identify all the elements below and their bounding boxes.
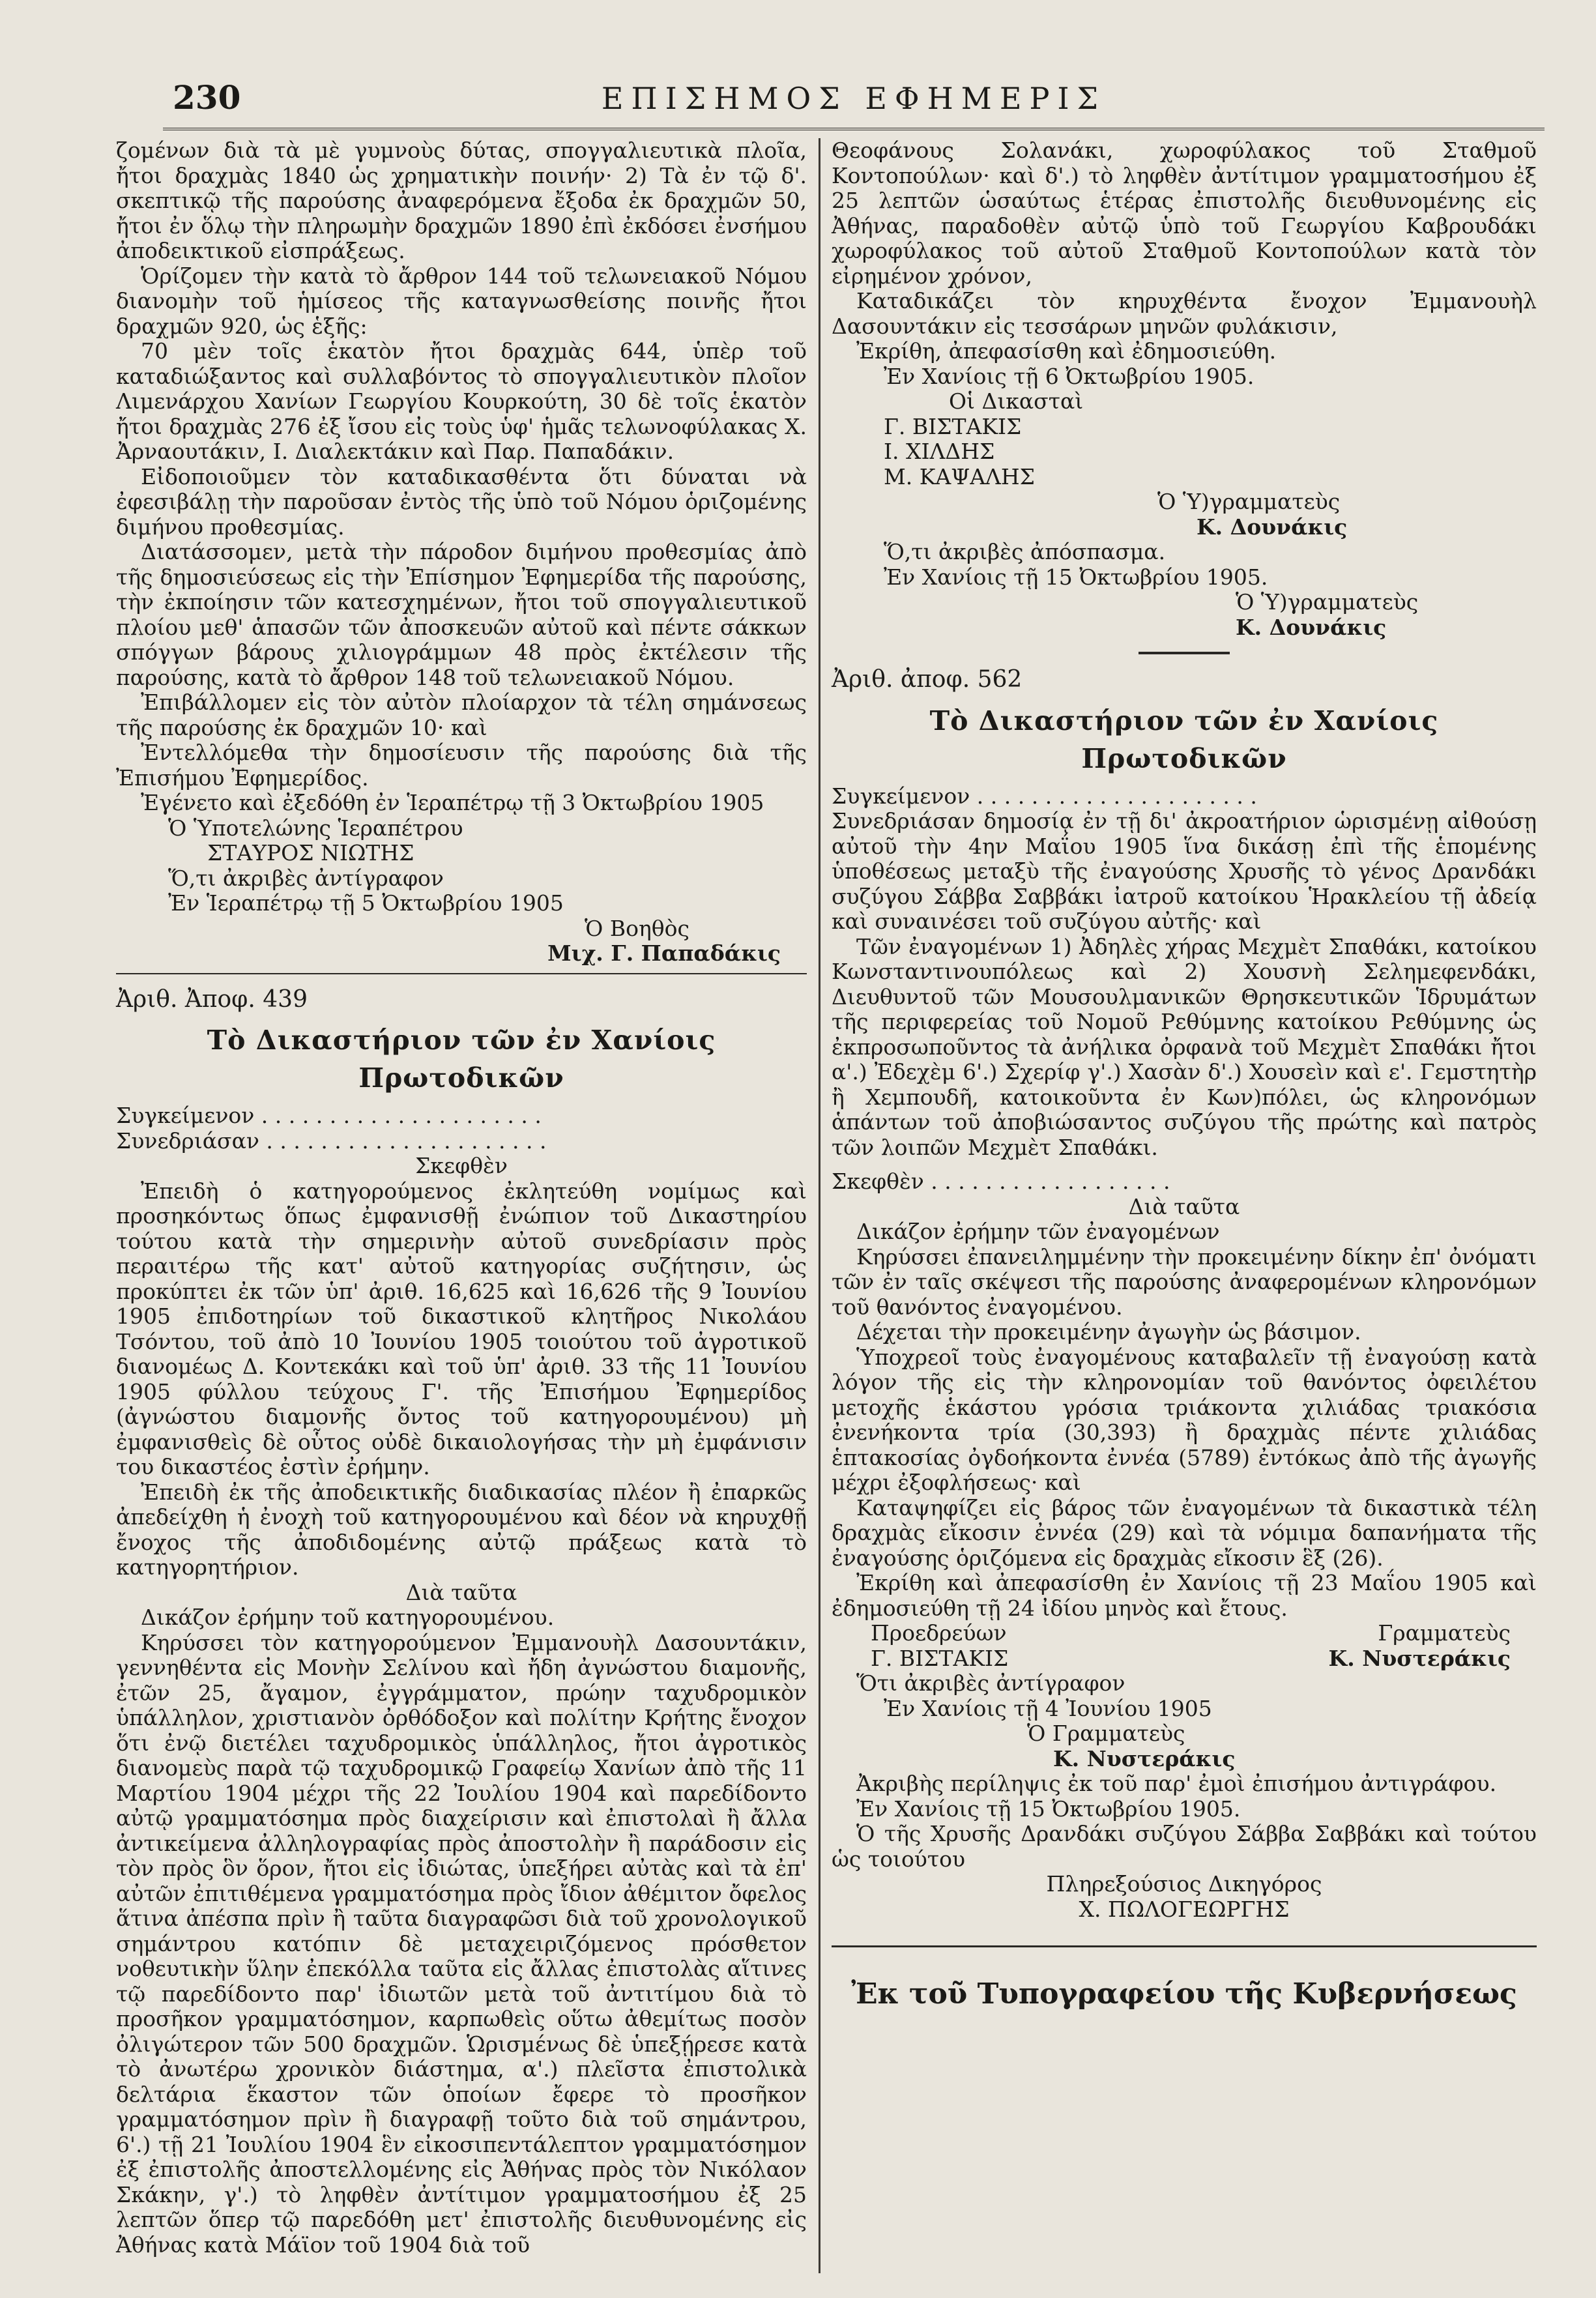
considered-heading: Σκεφθὲν <box>415 1153 508 1178</box>
paragraph: Εἰδοποιοῦμεν τὸν καταδικασθέντα ὅτι δύναται νὰ ἐφεσιβάλῃ τὴν παροῦσαν ἐντὸς τῆς ὑπὸ τοῦ Νόμου ὁριζομένης διμήνου προθεσμίας. <box>116 463 807 540</box>
printer-imprint: Ἐκ τοῦ Τυπογραφείου τῆς Κυβερνήσεως <box>851 1977 1517 2011</box>
judge-name: Μ. ΚΑΨΑΛΗΣ <box>884 463 1035 489</box>
composition: Συγκείμενον . . . . . . . . . . . . . . . . . . . . . <box>832 783 1257 809</box>
paragraph: Καταδικάζει τὸν κηρυχθέντα ἔνοχον Ἐμμανουὴλ Δασουντάκιν εἰς τεσσάρων μηνῶν φυλάκισιν, <box>832 288 1537 339</box>
page-number: 230 <box>173 78 241 117</box>
copy-note: Ὅ,τι ἀκριβὲς ἀντίγραφον <box>168 865 444 891</box>
judgment-date: Ἐν Χανίοις τῇ 6 Ὀκτωβρίου 1905. <box>884 363 1255 389</box>
paragraph: Κηρύσσει τὸν κατηγορούμενον Ἐμμανουὴλ Δασουντάκιν, γεννηθέντα εἰς Μονὴν Σελίνου καὶ ἤδη ἀγνώστου διαμονῆς, ἐτῶν 25, ἄγαμον, ἐγγράμματον, πρώην ταχυδρομικὸν ὑπάλληλον, χριστιανὸν ὀρθόδοξον καὶ πολίτην Κρήτης ἔνοχον ὅτι ἐνῷ διετέλει ταχυδρομικὸς ὑπάλληλος, ἤτοι ἀγροτικὸς διανομεὺς παρὰ τῷ ταχυδρομικῷ Γραφείῳ Χανίων ἀπὸ τῆς 11 Μαρτίου 1904 μέχρι τῆς 22 Ἰουλίου 1904 καὶ παρεδίδοντο αὐτῷ γραμματόσημα πρὸς διαχείρισιν καὶ ἐπιστολαὶ ἢ ἄλλα ἀντικείμενα ἀλληλογραφίας πρὸς ἀποστολὴν ἢ παράδοσιν εἰς τὸν πρὸς ὃν ὅρον, ἤτοι εἰς ἰδιώτας, ὑπεξήρει αὐτὰς καὶ τὰ ἐπ' αὐτῶν ἐπιτιθέμενα γραμματόσημα πρὸς ἴδιον ἀθέμιτον ὄφελος ἅτινα ἀπέσπα πρὶν ἢ ταῦτα διαγραφῶσι διὰ τοῦ χρονολογικοῦ σημάντρου κατόπιν δὲ μεταχειριζόμενος πρόσθετον νοθευτικὴν ὕλην ἐπεκόλλα ταῦτα εἰς ἄλλας ἐπιστολὰς αἵτινες τῷ παρεδίδοντο παρ' ἰδιωτῶν μετὰ τοῦ ἀντιτίμου διὰ τὸ προσῆκον γραμματόσημον, καρπωθεὶς οὕτω ἀθεμίτως ποσὸν ὀλιγώτερον τῶν 500 δραχμῶν. Ὡρισμένως δὲ ὑπεξῄρεσε κατὰ τὸ ἀνωτέρω χρονικὸν διάστημα, α'.) πλεῖστα ἐπιστολικὰ δελτάρια ἕκαστον τῶν ὁποίων ἔφερε τὸ προσῆκον γραμματόσημον πρὶν ἢ διαγραφῇ τοῦτο διὰ τοῦ σημάντρου, 6'.) τῇ 21 Ἰουλίου 1904 ἓν εἰκοσιπεντάλεπτον γραμματόσημον ἐξ ἐπιστολῆς ἀποστελλομένης εἰς Ἀθήνας πρὸς τὸν Νικόλαον Σκάκην, γ'.) τὸ ληφθὲν ἀντίτιμον γραμματοσήμου ἐξ 25 λεπτῶν ὅπερ τῷ παρεδόθη μετ' ἐπιστολῆς διευθυνομένης εἰς Ἀθήνας κατὰ Μάϊον τοῦ 1904 διὰ τοῦ <box>116 1629 807 2258</box>
paragraph: Θεοφάνους Σολανάκι, χωροφύλακος τοῦ Σταθμοῦ Κοντοπούλων· καὶ δ'.) τὸ ληφθὲν ἀντίτιμον γραμματοσήμου ἐξ 25 λεπτῶν ὡσαύτως ἑτέρας ἐπιστολῆς διευθυνομένης εἰς Ἀθήνας, παραδοθὲν αὐτῷ ὑπὸ τοῦ Γεωργίου Καβρουδάκι χωροφύλακος τοῦ αὐτοῦ Σταθμοῦ Κοντοπούλων κατὰ τὸν εἰρημένον χρόνον, <box>832 138 1537 289</box>
clerk-title: Ὁ Γραμματεὺς <box>1027 1721 1185 1746</box>
extract-date: Ἐν Χανίοις τῇ 15 Ὀκτωβρίου 1905. <box>884 564 1268 590</box>
signatory-title: Ὁ Ὑποτελώνης Ἱεραπέτρου <box>168 815 463 841</box>
judge-name: Γ. ΒΙΣΤΑΚΙΣ <box>884 413 1022 439</box>
summary-note: Ἀκριβὴς περίληψις ἐκ τοῦ παρ' ἐμοὶ ἐπισήμου ἀντιγράφου. <box>856 1771 1497 1796</box>
signature-titles <box>832 1621 1537 1646</box>
for-these-reasons: Διὰ ταῦτα <box>405 1579 517 1605</box>
secretary-name: Κ. Νυστεράκις <box>1328 1645 1511 1671</box>
copy-date: Ἐν Ἱεραπέτρῳ τῇ 5 Ὀκτωβρίου 1905 <box>168 890 564 916</box>
session: Συνεδριάσαν . . . . . . . . . . . . . . . . . . . . . <box>116 1127 547 1154</box>
paragraph: Τῶν ἐναγομένων 1) Ἀδηλὲς χήρας Μεχμὲτ Σπαθάκι, κατοίκου Κωνσταντινουπόλεως καὶ 2) Χουσνὴ Σελημεφενδάκι, Διευθυντοῦ τῶν Μουσουλμανικῶν Θρησκευτικῶν Ἱδρυμάτων τῆς περιφερείας τοῦ Νομοῦ Ρεθύμνης κατοίκου Ρεθύμνης ὡς ἐκπροσωποῦντος τὰ ἀνήλικα ὀρφανὰ τοῦ Μεχμὲτ Σπαθάκι ἤτοι α'.) Ἐδεχὲμ 6'.) Σχερίφ γ'.) Χασὰν δ'.) Χουσεὶν καὶ ε'. Γεμστητὴρ ἢ Χεμπουδῆ, κατοικοῦντα ἐν Κων)πόλει, ὡς κληρονόμων ἁπάντων τοῦ ἀποβιώσαντος συζύγου τῆς πρώτης καὶ πατρὸς τῶν λοιπῶν Μεχμὲτ Σπαθάκι. <box>832 933 1537 1160</box>
paragraph: Ἐκρίθη καὶ ἀπεφασίσθη ἐν Χανίοις τῇ 23 Μαΐου 1905 καὶ ἐδημοσιεύθη τῇ 24 ἰδίου μηνὸς καὶ ἔτους. <box>832 1570 1537 1621</box>
presiding-name: Γ. ΒΙΣΤΑΚΙΣ <box>871 1645 1009 1671</box>
header-rule <box>163 128 1545 130</box>
paragraph: Καταψηφίζει εἰς βάρος τῶν ἐναγομένων τὰ δικαστικὰ τέλη δραχμὰς εἴκοσιν ἐννέα (29) καὶ τὰ νόμιμα δαπανήματα τῆς ἐναγούσης ὁριζόμενα εἰς δραχμὰς εἴκοσιν ἓξ (26). <box>832 1494 1537 1571</box>
for-these-reasons: Διὰ ταῦτα <box>1128 1193 1240 1219</box>
footer-rule <box>832 1945 1537 1947</box>
clerk-name: Κ. Δουνάκις <box>1197 514 1348 540</box>
composition: Συγκείμενον . . . . . . . . . . . . . . . . . . . . . <box>116 1103 542 1128</box>
presiding-title: Προεδρεύων <box>871 1620 1007 1646</box>
decision-number: Ἀριθ. Ἀποφ. 439 <box>116 985 308 1013</box>
court-heading: Τὸ Δικαστήριον τῶν ἐν Χανίοις Πρωτοδικῶν <box>207 1025 716 1094</box>
paragraph: Ἐπειδὴ ἐκ τῆς ἀποδεικτικῆς διαδικασίας πλέον ἢ ἐπαρκῶς ἀπεδείχθη ἡ ἐνοχὴ τοῦ κατηγορουμένου καὶ δέον νὰ κηρυχθῇ ἔνοχος τῆς ἀποδιδομένης αὐτῷ πράξεως κατὰ τὸ κατηγορητήριον. <box>116 1479 807 1580</box>
paragraph: Ἐπειδὴ ὁ κατηγορούμενος ἐκλητεύθη νομίμως καὶ προσηκόντως ὅπως ἐμφανισθῇ ἐνώπιον τοῦ Δικαστηρίου τούτου κατὰ τὴν σημερινὴν αὐτοῦ συνεδρίασιν πρὸς περαιτέρω τῆς κατ' αὐτοῦ κατηγορίας συζήτησιν, ὡς προκύπτει ἐκ τῶν ὑπ' ἀριθ. 16,625 καὶ 16,626 τῆς 9 Ἰουνίου 1905 ἐπιδοτηρίων τοῦ δικαστικοῦ κλητῆρος Νικολάου Τσόντου, τοῦ ἀπὸ 10 Ἰουνίου 1905 τοιούτου τοῦ ἀγροτικοῦ διανομέως Δ. Κοντεκάκι καὶ τοῦ ὑπ' ἀριθ. 33 τῆς 11 Ἰουνίου 1905 φύλλου τεύχους Γ'. τῆς Ἐπισήμου Ἐφημερίδος (ἀγνώστου διαμονῆς ὄντος τοῦ κατηγορουμένου) μὴ ἐμφανισθεὶς δὲ οὗτος οὐδὲ δικαιολογήσας τὴν μὴ ἐμφάνισιν του δικαστέος ἐστὶν ἐρήμην. <box>116 1178 807 1479</box>
clerk-title: Ὁ Ὑ)γραμματεὺς <box>1236 589 1419 615</box>
judges-title: Οἱ Δικασταὶ <box>949 388 1084 414</box>
secretary-title: Γραμματεὺς <box>1378 1620 1511 1646</box>
summary-date: Ἐν Χανίοις τῇ 15 Ὀκτωβρίου 1905. <box>856 1796 1241 1822</box>
copy-date: Ἐν Χανίοις τῇ 4 Ἰουνίου 1905 <box>884 1695 1212 1721</box>
extract-note: Ὅ,τι ἀκριβὲς ἀπόσπασμα. <box>884 539 1166 564</box>
paragraph: Συνεδριάσαν δημοσίᾳ ἐν τῇ δι' ἀκροατήριον ὡρισμένῃ αἰθούσῃ αὐτοῦ τὴν 4ην Μαΐου 1905 ἵνα δικάσῃ ἐπὶ τῆς ἑπομένης ὑποθέσεως μεταξὺ τῆς ἐναγούσης Χρυσῆς τὸ γένος Δρανδάκι συζύγου Σάββα Σαββάκι ἰατροῦ κατοίκου Ἡρακλείου τῇ ἀδείᾳ καὶ συναινέσει τοῦ συζύγου αὐτῆς· καὶ <box>832 808 1537 934</box>
right-column <box>832 138 1537 2041</box>
court-heading: Τὸ Δικαστήριον τῶν ἐν Χανίοις Πρωτοδικῶν <box>929 705 1439 774</box>
separator <box>116 973 807 974</box>
clerk-name: Κ. Νυστεράκις <box>1053 1745 1236 1771</box>
left-column <box>116 138 807 2258</box>
attorney-for: Ὁ τῆς Χρυσῆς Δρανδάκι συζύγου Σάββα Σαββάκι καὶ τούτου ὡς τοιούτου <box>832 1821 1537 1872</box>
assistant-title: Ὁ Βοηθὸς <box>585 915 689 941</box>
copy-note: Ὅτι ἀκριβὲς ἀντίγραφον <box>856 1670 1125 1696</box>
page-header <box>163 78 1545 124</box>
clerk-name: Κ. Δουνάκις <box>1236 614 1387 640</box>
separator <box>1139 652 1230 654</box>
column-divider <box>819 138 820 2273</box>
issue-date: Ἐγένετο καὶ ἐξεδόθη ἐν Ἱεραπέτρῳ τῇ 3 Ὀκτωβρίου 1905 <box>141 790 764 815</box>
decision-number: Ἀριθ. ἀποφ. 562 <box>832 666 1023 693</box>
paragraph: Ἐκρίθη, ἀπεφασίσθη καὶ ἐδημοσιεύθη. <box>856 338 1277 364</box>
attorney-title: Πληρεξούσιος Δικηγόρος <box>1046 1871 1322 1897</box>
signatory-name: ΣΤΑΥΡΟΣ ΝΙΩΤΗΣ <box>207 840 414 865</box>
paragraph: Δικάζον ἐρήμην τοῦ κατηγορουμένου. <box>141 1605 555 1630</box>
clerk-title: Ὁ Ὑ)γραμματεὺς <box>1157 489 1341 514</box>
signature-names <box>832 1646 1537 1672</box>
assistant-name: Μιχ. Γ. Παπαδάκις <box>547 940 781 966</box>
paragraph: Διατάσσομεν, μετὰ τὴν πάροδον διμήνου προθεσμίας ἀπὸ τῆς δημοσιεύσεως εἰς τὴν Ἐπίσημον Ἐφημερίδα τῆς παρούσης, τὴν ἐκποίησιν τῶν κατεσχημένων, ἤτοι τοῦ σπογγαλιευτικοῦ πλοίου μεθ' ἁπασῶν τῶν ἀποσκευῶν αὐτοῦ καὶ πέντε σάκκων σπόγγων βάρους χιλιογράμμων 48 πρὸς ἐκτέλεσιν τῆς παρούσης, κατὰ τὸ ἄρθρον 148 τοῦ τελωνειακοῦ Νόμου. <box>116 539 807 690</box>
considered-heading: Σκεφθὲν . . . . . . . . . . . . . . . . . . <box>832 1169 1170 1194</box>
paragraph: Δικάζον ἐρήμην τῶν ἐναγομένων <box>856 1219 1220 1244</box>
paragraph: Ὑποχρεοῖ τοὺς ἐναγομένους καταβαλεῖν τῇ ἐναγούσῃ κατὰ λόγον τῆς εἰς τὴν κληρονομίαν τοῦ θανόντος ὀφειλέτου μετοχῆς ἑκάστου γρόσια τριάκοντα χιλιάδας τριακόσια ἐνενήκοντα τρία (30,393) ἢ δραχμὰς πέντε χιλιάδας ἑπτακοσίας ὀγδοήκοντα ἐννέα (5789) ἐντόκως ἀπὸ τῆς ἀγωγῆς μέχρι ἐξοφλήσεως· καὶ <box>832 1344 1537 1495</box>
paragraph: Ἐντελλόμεθα τὴν δημοσίευσιν τῆς παρούσης διὰ τῆς Ἐπισήμου Ἐφημερίδος. <box>116 740 807 791</box>
judge-name: Ι. ΧΙΛΔΗΣ <box>884 439 995 464</box>
paragraph: Δέχεται τὴν προκειμένην ἀγωγὴν ὡς βάσιμον. <box>856 1319 1361 1345</box>
paragraph: Ἐπιβάλλομεν εἰς τὸν αὐτὸν πλοίαρχον τὰ τέλη σημάνσεως τῆς παρούσης ἐκ δραχμῶν 10· καὶ <box>116 690 807 740</box>
paragraph: ζομένων διὰ τὰ μὲ γυμνοὺς δύτας, σπογγαλιευτικὰ πλοῖα, ἤτοι δραχμὰς 1840 ὡς χρηματικὴν ποινήν· 2) Τὰ ἐν τῷ δ'. σκεπτικῷ τῆς παρούσης ἀναφερόμενα ἔξοδα ἐκ δραχμῶν 50, ἤτοι ἐν ὅλῳ τὴν πληρωμὴν δραχμῶν 1890 ἐπὶ ἐκδόσει ἐνσήμου ἀποδεικτικοῦ εἰσπράξεως. <box>116 138 807 263</box>
attorney-name: Χ. ΠΩΛΟΓΕΩΡΓΗΣ <box>1079 1896 1290 1922</box>
paragraph: Ὁρίζομεν τὴν κατὰ τὸ ἄρθρον 144 τοῦ τελωνειακοῦ Νόμου διανομὴν τοῦ ἡμίσεος τῆς καταγνωσθείσης ποινῆς ἤτοι δραχμῶν 920, ὡς ἑξῆς: <box>116 263 807 339</box>
newspaper-title: ΕΠΙΣΗΜΟΣ ΕΦΗΜΕΡΙΣ <box>601 81 1107 116</box>
paragraph: 70 μὲν τοῖς ἑκατὸν ἤτοι δραχμὰς 644, ὑπὲρ τοῦ καταδιώξαντος καὶ συλλαβόντος τὸ σπογγαλιευτικὸν πλοῖον Λιμενάρχου Χανίων Γεωργίου Κουρκούτη, 30 δὲ τοῖς ἑκατὸν ἤτοι δραχμὰς 276 ἐξ ἴσου εἰς τοὺς ὑφ' ἡμᾶς τελωνοφύλακας Χ. Ἀρναουτάκιν, Ι. Διαλεκτάκιν καὶ Παρ. Παπαδάκιν. <box>116 338 807 464</box>
paragraph: Κηρύσσει ἐπανειλημμένην τὴν προκειμένην δίκην ἐπ' ὀνόματι τῶν ἐν ταῖς σκέψεσι τῆς παρούσης ἀναφερομένων κληρονόμων τοῦ θανόντος ἐναγομένου. <box>832 1244 1537 1320</box>
